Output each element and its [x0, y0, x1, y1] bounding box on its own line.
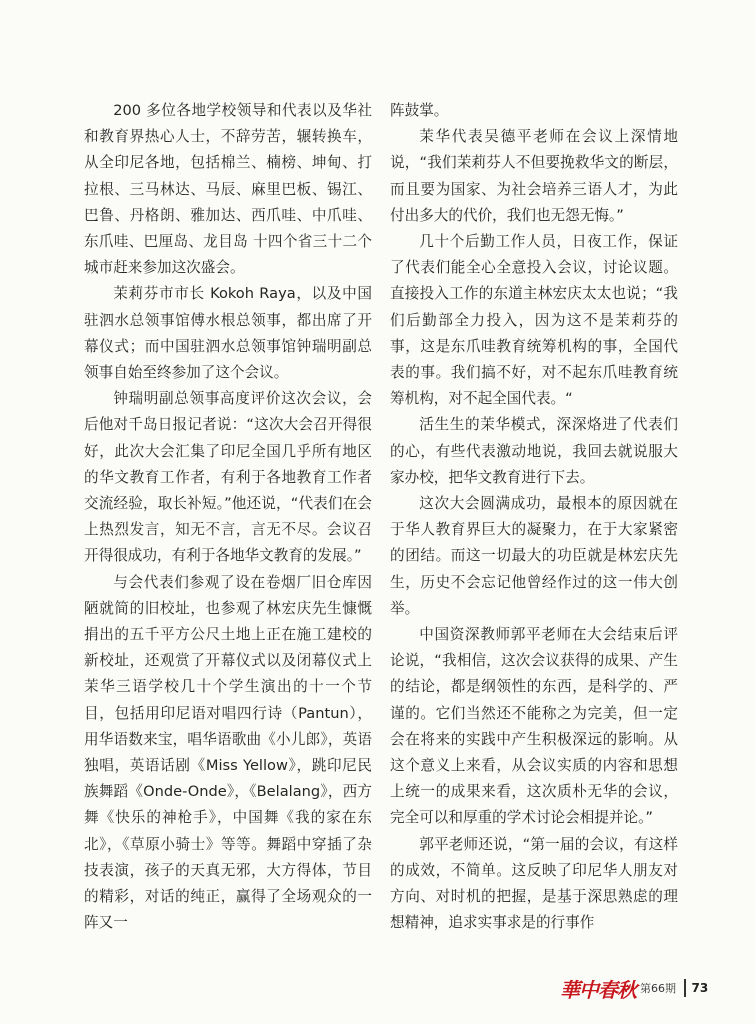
magazine-logo: 華中春秋	[560, 977, 636, 1002]
left-column	[84, 98, 372, 937]
paragraph: 钟瑞明副总领事高度评价这次会议，会后他对千岛日报记者说：“这次大会召开得很好，此次大会汇集了印尼全国几乎所有地区的华文教育工作者，有利于各地教育工作者交流经验，取长补短。”他还说，“代表们在会上热烈发言，知无不言，言无不尽。会议召开得很成功，有利于各地华文教育的发展。”	[84, 390, 372, 565]
paragraph: 与会代表们参观了设在卷烟厂旧仓库因陋就简的旧校址，也参观了林宏庆先生慷慨捐出的五千平方公尺土地上正在施工建校的新校址，还观赏了开幕仪式以及闭幕仪式上茉华三语学校几十个学生演出的十一个节目，包括用印尼语对唱四行诗（Pantun），用华语数来宝，唱华语歌曲《小儿郎》，英语独唱，英语话剧《Miss Yellow》，跳印尼民族舞蹈《Onde-Onde》，《Belalang》，西方舞《快乐的神枪手》，中国舞《我的家在东北》，《草原小骑士》等等。舞蹈中穿插了杂技表演，孩子的天真无邪，大方得体，节目的精彩，对话的纯正，赢得了全场观众的一阵又一	[84, 573, 372, 932]
paragraph: 中国资深教师郭平老师在大会结束后评论说，“我相信，这次会议获得的成果、产生的结论，都是纲领性的东西，是科学的、严谨的。它们当然还不能称之为完美，但一定会在将来的实践中产生积极深远的影响。从这个意义上来看，从会议实质的内容和思想上统一的成果来看，这次质朴无华的会议，完全可以和厚重的学术讨论会相提并论。”	[390, 626, 678, 827]
page-number: 73	[691, 981, 709, 995]
footer-divider	[684, 979, 686, 997]
paragraph: 200 多位各地学校领导和代表以及华社和教育界热心人士，不辞劳苦，辗转换车，从全印尼各地，包括棉兰、楠榜、坤甸、打拉根、三马林达、马辰、麻里巴板、锡江、巴鲁、丹格朗、雅加达、西爪哇、中爪哇、东爪哇、巴厘岛、龙目岛 十四个省三十二个城市赶来参加这次盛会。	[84, 102, 372, 277]
paragraph: 这次大会圆满成功，最根本的原因就在于华人教育界巨大的凝聚力，在于大家紧密的团结。而这一切最大的功臣就是林宏庆先生，历史不会忘记他曾经作过的这一伟大创举。	[390, 495, 678, 617]
paragraph: 郭平老师还说，“第一届的会议，有这样的成效，不简单。这反映了印尼华人朋友对方向、对时机的把握，是基于深思熟虑的理想精神，追求实事求是的行事作	[390, 835, 678, 932]
right-column	[390, 98, 678, 937]
paragraph-continuation: 阵鼓掌。	[390, 102, 449, 119]
issue-label: 第66期	[640, 982, 676, 995]
paragraph: 活生生的茉华模式，深深烙进了代表们的心，有些代表激动地说，我回去就说服大家办校，把华文教育进行下去。	[390, 416, 678, 486]
paragraph: 几十个后勤工作人员，日夜工作，保证了代表们能全心全意投入会议，讨论议题。直接投入工作的东道主林宏庆太太也说；“我们后勤部全力投入，因为这不是茉莉芬的事，这是东爪哇教育统筹机构的事，全国代表的事。我们搞不好，对不起东爪哇教育统筹机构，对不起全国代表。“	[390, 233, 678, 408]
paragraph: 茉华代表吴德平老师在会议上深情地说，“我们茉莉芬人不但要挽救华文的断层，而且要为国家、为社会培养三语人才，为此付出多大的代价，我们也无怨无悔。”	[390, 128, 678, 224]
page-footer	[560, 976, 750, 1000]
paragraph: 茉莉芬市市长 Kokoh Raya，以及中国驻泗水总领事馆傅水根总领事，都出席了开幕仪式；而中国驻泗水总领事馆钟瑞明副总领事自始至终参加了这个会议。	[84, 285, 372, 382]
